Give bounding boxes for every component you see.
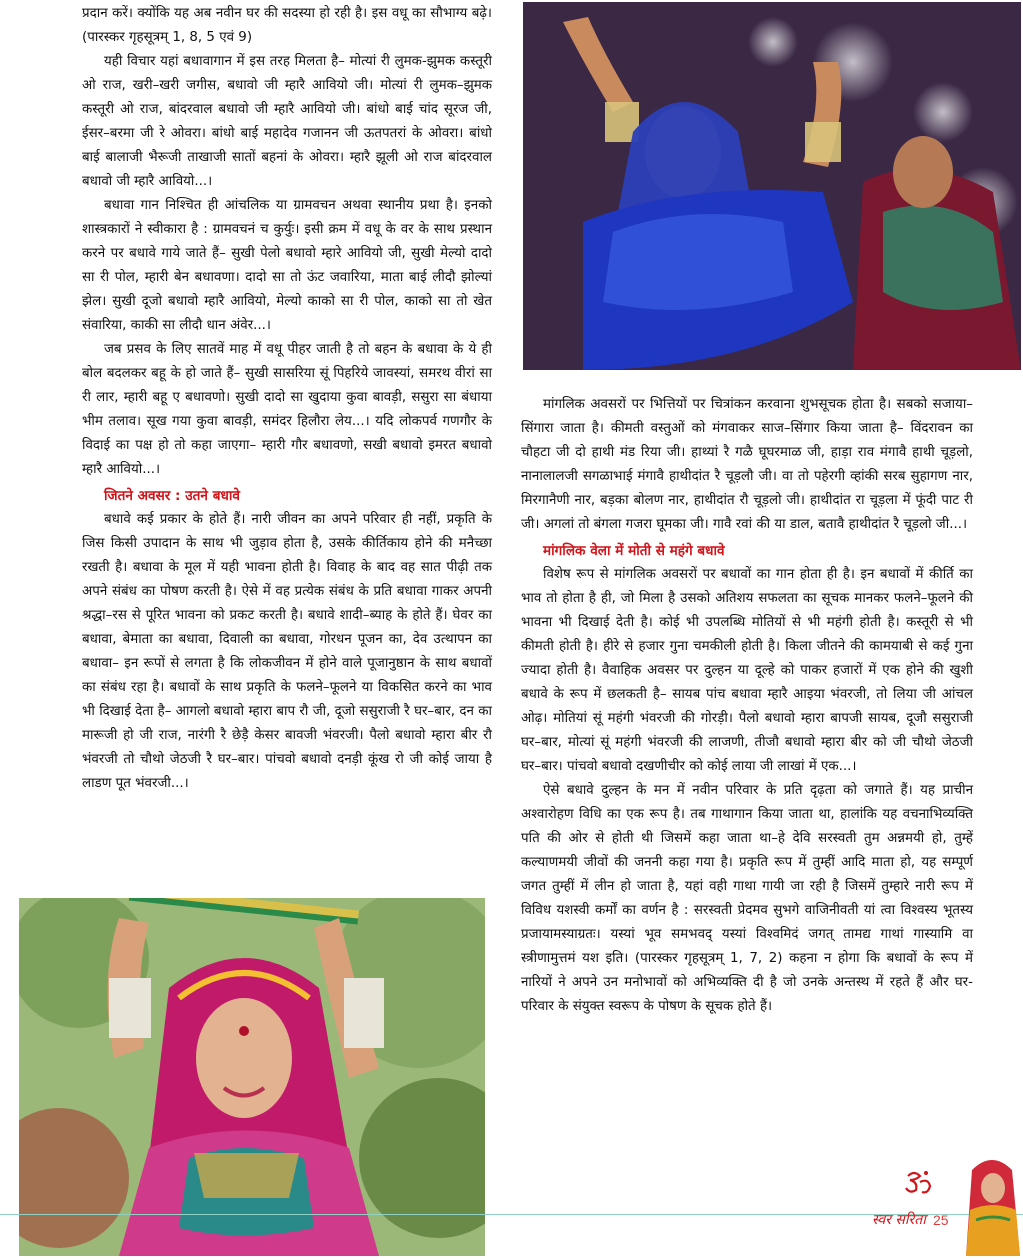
section-heading: मांगलिक वेला में मोती से महंगे बधावे [543,543,725,559]
magazine-brand: स्वर सरिता [872,1212,926,1228]
section-heading: जितने अवसर : उतने बधावे [104,488,240,504]
paragraph: जब प्रसव के लिए सातवें माह में वधू पीहर जाती है तो बहन के बधावा के ये ही बोल बदलकर बहू के हो जाते हैं– सुखी सासरिया सूं पिहरिये जावस्यां, समरथ वीरां सा री लार, म्हारी बहू ए बधावणो। सुखी दादो सा खुदाया कुवा बावड़ी, ससुरा सा बंधाया भीम तलाव। सूख गया कुवा बावड़ी, समंदर हिलौरा लेय...। यदि लोकपर्व गणगौर के विदाई का पक्ष हो तो कहा जाएगा– म्हारी गौर बधावणो, सखी बधावो इमरत बधावो म्हारै आवियो...। [82,342,492,477]
paragraph: प्रदान करें। क्योंकि यह अब नवीन घर की सदस्या हो रही है। इस वधू का सौभाग्य बढ़े। (पारस्कर गृहसूत्रम् 1, 8, 5 एवं 9) [82,6,492,45]
page-number: 25 [933,1212,949,1228]
om-logo-icon [902,1168,934,1198]
dancers-photo [523,2,1021,370]
paragraph: बधावे कई प्रकार के होते हैं। नारी जीवन का अपने परिवार ही नहीं, प्रकृति के जिस किसी उपादान के साथ भी जुड़ाव होता है, उसके कीर्तिकाय होने की मनैच्छा रखती है। बधावा के मूल में यही भावना होती है। विवाह के बाद वह सात पीढ़ी तक अपने संबंध का पोषण करती है। ऐसे में वह प्रत्येक संबंध के प्रति बधावा गाकर अपनी श्रद्धा–रस से पूरित भावना को प्रकट करती है। बधावे शादी–ब्याह के होते हैं। घेवर का बधावा, बेमाता का बधावा, दिवाली का बधावा, गोरधन पूजन का, देव उत्थापन का बधावा– इन रूपों से लगता है कि लोकजीवन में होने वाले पूजानुष्ठान के साथ बधावों का संबंध रहा है। बधावों के साथ प्रकृति के फलने–फूलने या विकसित करने का भाव भी दिखाई देता है– आगलो बधावो म्हारा बाप रौ जी, दूजो ससुराजी रै घर–बार, दन का मारूजी हो जी राज, नारंगी रै छेड़ै केसर बावजी भंवरजी। पैलो बधावो म्हारा बीर रौ भंवरजी तो चौथो जेठजी रै घर–बार। पांचवो बधावो दनड़ी कूंख रो जी कोई जाया है लाडण पूत भंवरजी...। [82,512,492,791]
paragraph: विशेष रूप से मांगलिक अवसरों पर बधावों का गान होता ही है। इन बधावों में कीर्ति का भाव तो होता है ही, जो मिला है उसको अतिशय सफलता का सूचक मानकर फलने–फूलने की भावना भी दिखाई देती है। कोई भी उपलब्धि मोतियों से भी महंगी होती है। कस्तूरी से भी कीमती होती है। हीरे से हजार गुना चमकीली होती है। किला जीतने की कामयाबी से कई गुना ज्यादा होती है। वैवाहिक अवसर पर दुल्हन या दूल्हे को पाकर हजारों में एक होने की खुशी बधावे के रूप में छलकती है– सायब पांच बधावा म्हारै आइया भंवरजी, तो लिया जी आंचल ओढ़। मोतियां सूं महंगी भंवरजी की गोरड़ी। पैलो बधावो म्हारा बापजी सायब, दूजौ ससुराजी घर–बार, मोत्यां सूं महंगी भंवरजी की लाजणी, तीजौ बधावो म्हारा बीर को जी चौथो जेठजी घर–बार। पांचवो बधावो दखणीचीर को कोई लाया जी लाखां में एक...। [521,567,973,774]
right-text-column [521,393,973,1019]
paragraph: यही विचार यहां बधावागान में इस तरह मिलता है– मोत्यां री लुमक-झुमक कस्तूरी ओ राज, खरी–खरी जगीस, बधावो जी म्हारै आवियो जी। मोत्यां री लुमक–झुमक कस्तूरी ओ राज, बांदरवाल बधावो जी म्हारै आवियो जी। बांधो बाई चांद सूरज जी, ईसर–बरमा जी रे ओवरा। बांधो बाई महादेव गजानन जी ऊतपतरां के ओवरा। बांधो बाई बालाजी भैरूजी ताखाजी सातों बहनां के ओवरा। म्हारै झूली ओ राज बांदरवाल बधावो जी म्हारै आवियो...। [82,54,492,189]
paragraph: ऐसे बधावे दुल्हन के मन में नवीन परिवार के प्रति दृढ़ता को जगाते हैं। यह प्राचीन अश्वारोहण विधि का एक रूप है। तब गाथागान किया जाता था, हालांकि यह वचनाभिव्यक्ति पति की ओर से होती थी जिसमें कहा जाता था–हे देवि सरस्वती तुम अन्नमयी हो, तुम्हें कल्याणमयी जीवों की जननी कहा गया है। प्रकृति रूप में तुम्हीं आदि माता हो, यह सम्पूर्ण जगत तुम्हीं में लीन हो जाता है, यहां वही गाथा गायी जा रही है जिसमें तुम्हारे नारी रूप में विविध यशस्वी कर्मों का वर्णन है : सरस्वती प्रेदमव सुभगे वाजिनीवती यां त्वा विश्वस्य भूतस्य प्रजायामस्याग्रतः। यस्यां भूव समभवद् यस्यां विश्वमिदं जगत् तामद्य गाथां गास्यामि वा स्त्रीणामुत्तमं यश इति। (पारस्कर गृहसूत्रम् 1, 7, 2) कहना न होगा कि बधावों के रूप में नारियों ने अपने उन मनोभावों को अभिव्यक्ति दी है जो उनके अन्तस्थ में रहते हैं और घर-परिवार के संयुक्त स्वरूप के पोषण के सूचक होते हैं। [521,783,973,1014]
footer-rule [0,1214,1023,1215]
left-text-column [82,2,492,796]
paragraph: मांगलिक अवसरों पर भित्तियों पर चित्रांकन करवाना शुभसूचक होता है। सबको सजाया–सिंगारा जाता है। कीमती वस्तुओं को मंगवाकर साज–सिंगार किया जाता है– विंदरावन का चौहटा जी दो हाथी मंड रिया जी। हाथ्यां रै गळै घूघरमाळ जी, हाड़ा राव मंगावै हाथी चूड़लो, नानालालजी सगळाभाई मंगावै हाथीदांत रै चूड़लौ जी। वा तो पहेरगी व्हांकी सरब सुहागण नार, मिरगानैणी नार, बड़का बोलण नार, हाथीदांत रौ चूड़लो जी। हाथीदांत रा चूड़ला में फूंदी पाट री जी। अगलां तो बंगला गजरा घूमका जी। गावै रवां की या डाल, बतावै हाथीदांत रै चूड़लो जी...। [521,397,973,532]
corner-figure-illustration [962,1150,1023,1256]
dandiya-dancer-photo [19,898,485,1256]
paragraph: बधावा गान निश्चित ही आंचलिक या ग्रामवचन अथवा स्थानीय प्रथा है। इनको शास्त्रकारों ने स्वीकारा है : ग्रामवचनं च कुर्युः। इसी क्रम में वधू के वर के साथ प्रस्थान करने पर बधावे गाये जाते हैं– सुखी पेलो बधावो म्हारे आवियो जी, सुखी मेल्यो दादो सा री पोल, म्हारी बेन बधावणा। दादो सा तो ऊंट जवारिया, माता बाई लीदौ झोल्यां झेल। सुखी दूजो बधावो म्हारै आवियो, मेल्यो काको सा री पोल, काको सा तो खेत संवारिया, काकी सा लीदौ धान अंवेर...। [82,198,492,333]
